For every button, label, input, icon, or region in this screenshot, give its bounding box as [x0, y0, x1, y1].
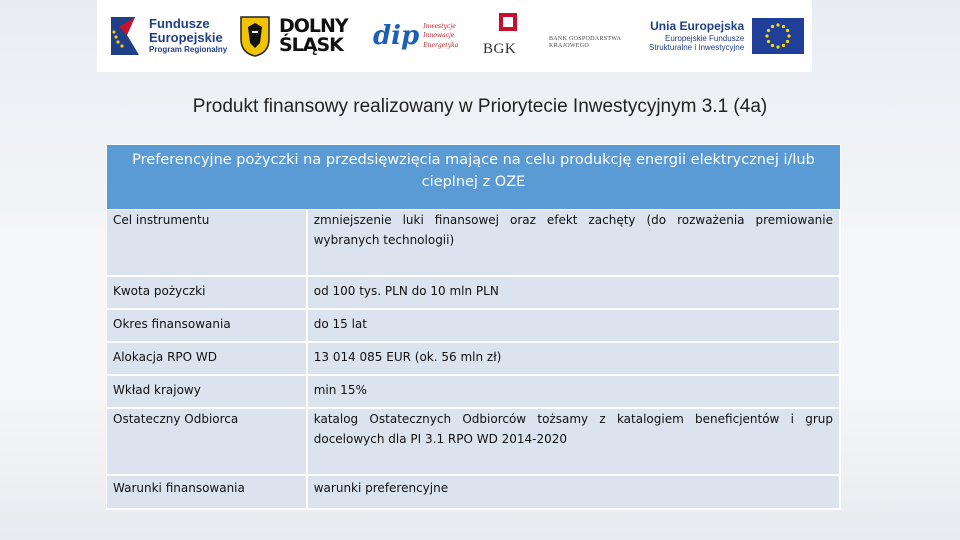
dip-logo — [373, 0, 458, 72]
row-value: do 15 lat — [308, 310, 841, 343]
row-value: min 15% — [308, 376, 841, 409]
fundusze-line3: Program Regionalny — [149, 45, 228, 55]
coat-of-arms-icon — [239, 15, 271, 57]
dip-sub2: Innowacje — [423, 32, 455, 40]
bgk-sub2: KRAJOWEGO — [549, 43, 590, 49]
ue-line3: Strukturalne i Inwestycyjne — [649, 42, 745, 52]
table-row — [106, 210, 841, 277]
fundusze-europejskie-logo — [109, 0, 227, 72]
bgk-mark: BGK — [483, 41, 517, 57]
table-row — [106, 409, 841, 476]
fundusze-line1: Fundusze — [149, 16, 210, 32]
table-row — [106, 343, 841, 376]
row-label: Warunki finansowania — [107, 476, 308, 510]
dip-sub1: Inwestycje — [423, 22, 456, 30]
row-value: warunki preferencyjne — [308, 476, 841, 510]
table-row — [106, 476, 841, 510]
dolny-line1: DOLNY — [279, 15, 348, 37]
eu-flag-icon — [752, 18, 804, 54]
logo-strip — [97, 0, 812, 72]
dip-sub3: Energetyka — [423, 41, 459, 49]
row-value: katalog Ostatecznych Odbiorców tożsamy z katalogiem beneficjentów i grup docelowych dla PI 3.1 RPO WD 2014-2020 — [308, 409, 841, 476]
fundusze-line2: Europejskie — [149, 29, 223, 45]
fundusze-europejskie-emblem-icon — [109, 13, 141, 59]
row-label: Kwota pożyczki — [107, 277, 308, 310]
row-value: od 100 tys. PLN do 10 mln PLN — [308, 277, 841, 310]
row-label: Wkład krajowy — [107, 376, 308, 409]
bgk-square-icon — [499, 13, 517, 31]
row-label: Alokacja RPO WD — [107, 343, 308, 376]
bgk-logo — [481, 0, 621, 72]
table-header: Preferencyjne pożyczki na przedsięwzięcia mające na celu produkcję energii elektrycznej i/lub cieplnej z OZE — [106, 144, 841, 210]
dip-mark: dip — [373, 21, 420, 51]
row-value: 13 014 085 EUR (ok. 56 mln zł) — [308, 343, 841, 376]
row-label: Ostateczny Odbiorca — [107, 409, 308, 476]
row-label: Okres finansowania — [107, 310, 308, 343]
table-row — [106, 277, 841, 310]
page-title: Produkt finansowy realizowany w Priorytecie Inwestycyjnym 3.1 (4a) — [192, 96, 768, 117]
table-row — [106, 310, 841, 343]
ue-line2: Europejskie Fundusze — [665, 33, 745, 43]
financing-table — [106, 144, 841, 510]
dolny-line2: ŚLĄSK — [279, 34, 343, 56]
row-label: Cel instrumentu — [107, 210, 308, 277]
dolny-slask-logo — [239, 0, 348, 72]
table-row — [106, 376, 841, 409]
ue-line1: Unia Europejska — [650, 18, 745, 33]
unia-europejska-logo — [649, 0, 804, 72]
bgk-sub1: BANK GOSPODARSTWA — [549, 36, 622, 43]
row-value: zmniejszenie luki finansowej oraz efekt zachęty (do rozważenia premiowanie wybranych technologii) — [308, 210, 841, 277]
